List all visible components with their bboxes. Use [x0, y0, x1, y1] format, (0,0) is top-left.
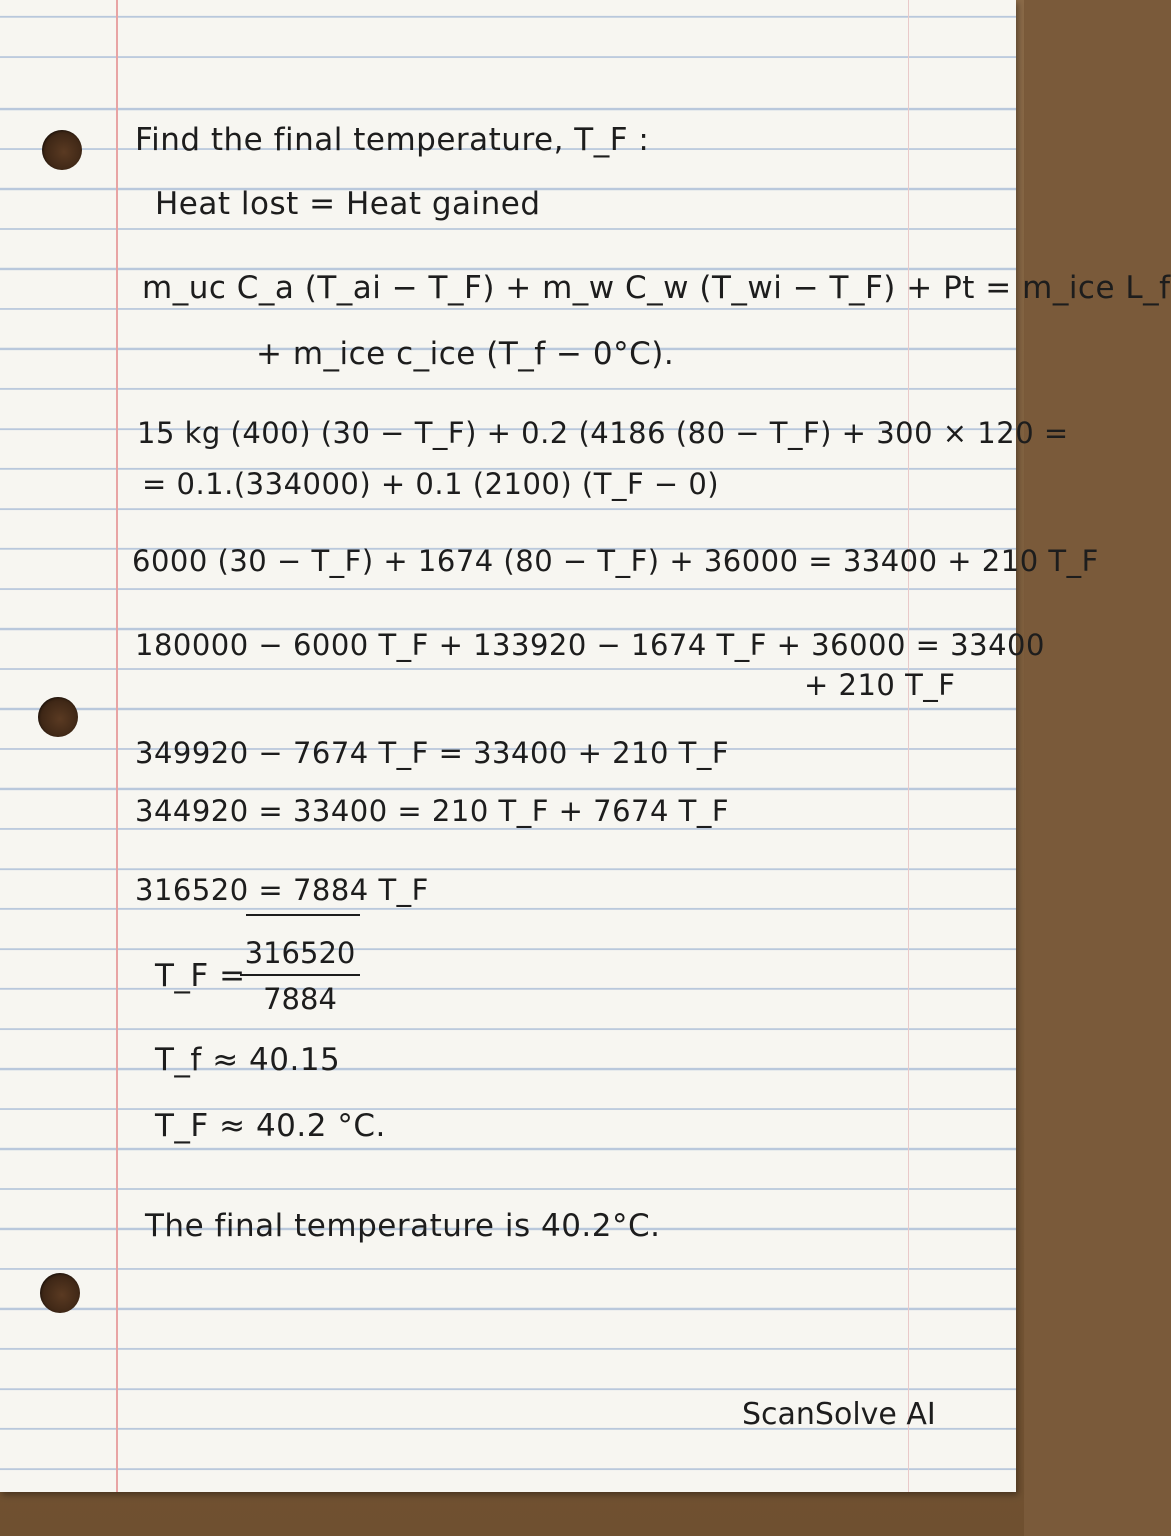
brand-signature: ScanSolve AI — [742, 1397, 936, 1432]
heading-text: Find the final temperature, T_F : — [135, 122, 650, 158]
punch-hole-bottom — [40, 1273, 80, 1313]
approx-line-2: T_F ≈ 40.2 °C. — [155, 1108, 386, 1144]
step-7-text: 316520 = 7884 T_F — [135, 873, 429, 907]
right-margin-line — [908, 0, 909, 1492]
fraction — [240, 936, 360, 1016]
punch-hole-middle — [38, 697, 78, 737]
substitution-line-1: 15 kg (400) (30 − T_F) + 0.2 (4186 (80 − T_F) + 300 × 120 = — [137, 416, 1069, 450]
fraction-numerator: 316520 — [240, 936, 360, 976]
fraction-denominator: 7884 — [263, 982, 337, 1016]
equation-line-1: m_uc C_a (T_ai − T_F) + m_w C_w (T_wi − T_F) + Pt = m_ice L_f — [142, 270, 1171, 306]
punch-hole-top — [42, 130, 82, 170]
margin-line — [116, 0, 118, 1492]
step-5-text: 349920 − 7674 T_F = 33400 + 210 T_F — [135, 736, 730, 770]
step-4-line-1: 180000 − 6000 T_F + 133920 − 1674 T_F + 36000 = 33400 — [135, 628, 1045, 662]
step-3-text: 6000 (30 − T_F) + 1674 (80 − T_F) + 36000 = 33400 + 210 T_F — [132, 544, 1099, 578]
step-6-text: 344920 = 33400 = 210 T_F + 7674 T_F — [135, 794, 730, 828]
step-7-underline — [246, 914, 360, 916]
fraction-lhs: T_F = — [155, 958, 246, 994]
substitution-line-2: = 0.1.(334000) + 0.1 (2100) (T_F − 0) — [142, 467, 720, 501]
approx-line-1: T_f ≈ 40.15 — [155, 1042, 341, 1078]
equation-line-2: + m_ice c_ice (T_f − 0°C). — [256, 336, 675, 372]
step-4-line-2: + 210 T_F — [804, 668, 956, 702]
conclusion-text: The final temperature is 40.2°C. — [145, 1208, 661, 1244]
principle-text: Heat lost = Heat gained — [155, 186, 541, 222]
